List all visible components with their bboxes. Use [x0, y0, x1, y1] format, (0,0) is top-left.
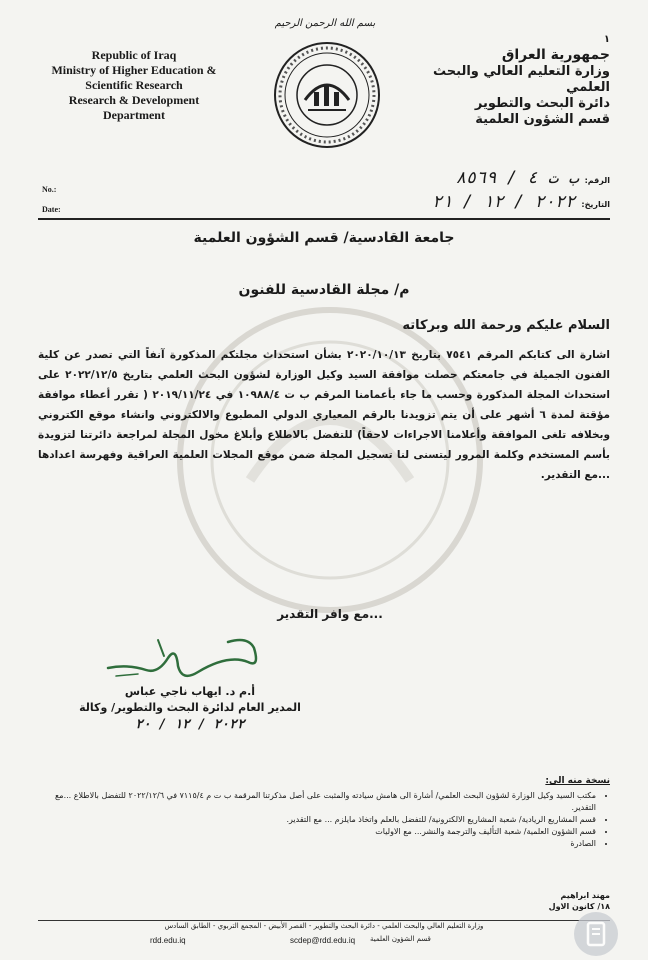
signatory-title: المدير العام لدائرة البحث والتطوير/ وكالة [79, 701, 301, 714]
ar-ref-fields [370, 166, 610, 214]
footer-address: وزارة التعليم العالي والبحث العلمي - دائرة البحث والتطوير - القصر الأبيض - المجمع التربوي - الطابق السادس [164, 922, 484, 930]
footer-website: rdd.edu.iq [150, 936, 186, 945]
cc-heading: نسخة منه الى: [545, 776, 610, 786]
typist-block [490, 890, 610, 912]
header-divider [38, 218, 610, 220]
cc-list [38, 790, 610, 850]
ar-line-department: دائرة البحث والتطوير [474, 96, 610, 111]
english-letterhead [34, 48, 234, 123]
date-row [370, 190, 610, 214]
page-mark: ١ [603, 34, 610, 45]
ref-label: الرقم: [584, 176, 610, 185]
body-paragraph: اشارة الى كتابكم المرقم ٧٥٤١ بتاريخ ٢٠٢٠/١٠/١٣ بشأن استحداث مجلتكم المذكورة آنفاً التي تصدر عن كلية الفنون الجميلة في جامعتكم حصلت موافقة السيد وكيل الوزارة لشؤون البحث العلمي بتاريخ ٢٠٢٢/١٢/٥ على استحداث المجلة المذكورة وحسب ما جاء بأعمامنا المرقم ب ت ١٠٩٨٨/٤ في ٢٠١٩/١١/٢٤ ( تقرر أعطاء موافقة مؤقتة لمدة ٦ أشهر على أن يتم تزويدنا بالرقم المعياري الدولي المطبوع والالكتروني وانشاء موقع الكتروني وبخلافه تلغى الموافقة وأعلامنا الاجراءات لاحقاً) للتفضل بالاطلاع وأبلاغ مخول المجلة لمراجعة دائرتنا لتزويدة بأسم المستخدم وكلمة المرور ليتسنى لنا تسجيل المجلة ضمن موقع المجلات العلمية العراقية وفهرسة اعدادها ...مع التقدير. [38, 349, 610, 481]
signature [98, 628, 268, 688]
cc-item: • قسم الشؤون العلمية/ شعبة التأليف والترجمة والنشر... مع الاوليات [38, 826, 596, 838]
date-label-ar: التاريخ: [581, 200, 610, 209]
basmala: بسم الله الرحمن الرحيم [274, 18, 376, 29]
ar-line-ministry: وزارة التعليم العالي والبحث العلمي [433, 64, 610, 95]
arabic-letterhead [390, 34, 610, 128]
footer-email: scdep@rdd.edu.iq [290, 936, 356, 945]
en-line-rd: Research & Development [68, 93, 200, 107]
ar-line-section: قسم الشؤون العلمية [475, 112, 610, 127]
en-ref-fields [42, 180, 61, 220]
no-label: No.: [42, 185, 57, 194]
footer-divider [38, 920, 610, 921]
signatory-block [60, 684, 320, 734]
greeting: السلام عليكم ورحمة الله وبركاته [402, 318, 610, 333]
date-value: ٢٠٢٢ / ١٢ / ٢١ [432, 192, 576, 212]
cc-item: • قسم المشاريع الريادية/ شعبة المشاريع الالكترونية/ للتفضل بالعلم واتخاذ مايلزم ... مع التقدير. [38, 814, 596, 826]
en-line-ministry: Ministry of Higher Education & [51, 63, 217, 77]
signatory-name: أ.م د. ايهاب ناجي عباس [124, 685, 256, 698]
date-label: Date: [42, 205, 61, 214]
seal-emblem-icon [272, 40, 382, 150]
footer-dept: قسم الشؤون العلمية [370, 935, 431, 943]
closing: ...مع وافر التقدير [277, 607, 383, 621]
signature-date: ٢٠٢٢ / ١٢ / ٢٠ [135, 717, 245, 732]
typist-name: مهند ابراهيم [560, 891, 610, 900]
subject-line: م/ مجلة القادسية للفنون [238, 282, 410, 298]
en-line-department: Department [103, 108, 165, 122]
ref-value: ب ت ٤ / ٨٥٦٩ [455, 168, 579, 188]
recipient-university: جامعة القادسية/ قسم الشؤون العلمية [193, 230, 455, 246]
cc-item: • مكتب السيد وكيل الوزارة لشؤون البحث العلمي/ أشارة الى هامش سيادته والمثبت على أصل مذكرتنا المرقمة ب ت م ٧١١٥/٤ في ٢٠٢٢/١٢/٦ للتفضل بالاطلاع ...مع التقدير. [38, 790, 596, 814]
en-line-republic: Republic of Iraq [91, 48, 177, 62]
en-line-research: Scientific Research [85, 78, 183, 92]
cc-item: • الصادرة [38, 838, 596, 850]
cc-section [38, 776, 610, 850]
app-watermark-icon [574, 912, 618, 956]
ref-row [370, 166, 610, 190]
ministry-seal [272, 40, 382, 150]
document-icon [574, 912, 618, 956]
typist-date: ١٨/ كانون الاول [548, 902, 610, 911]
ar-line-republic: جمهورية العراق [501, 47, 610, 63]
signature-scribble-icon [98, 628, 268, 688]
